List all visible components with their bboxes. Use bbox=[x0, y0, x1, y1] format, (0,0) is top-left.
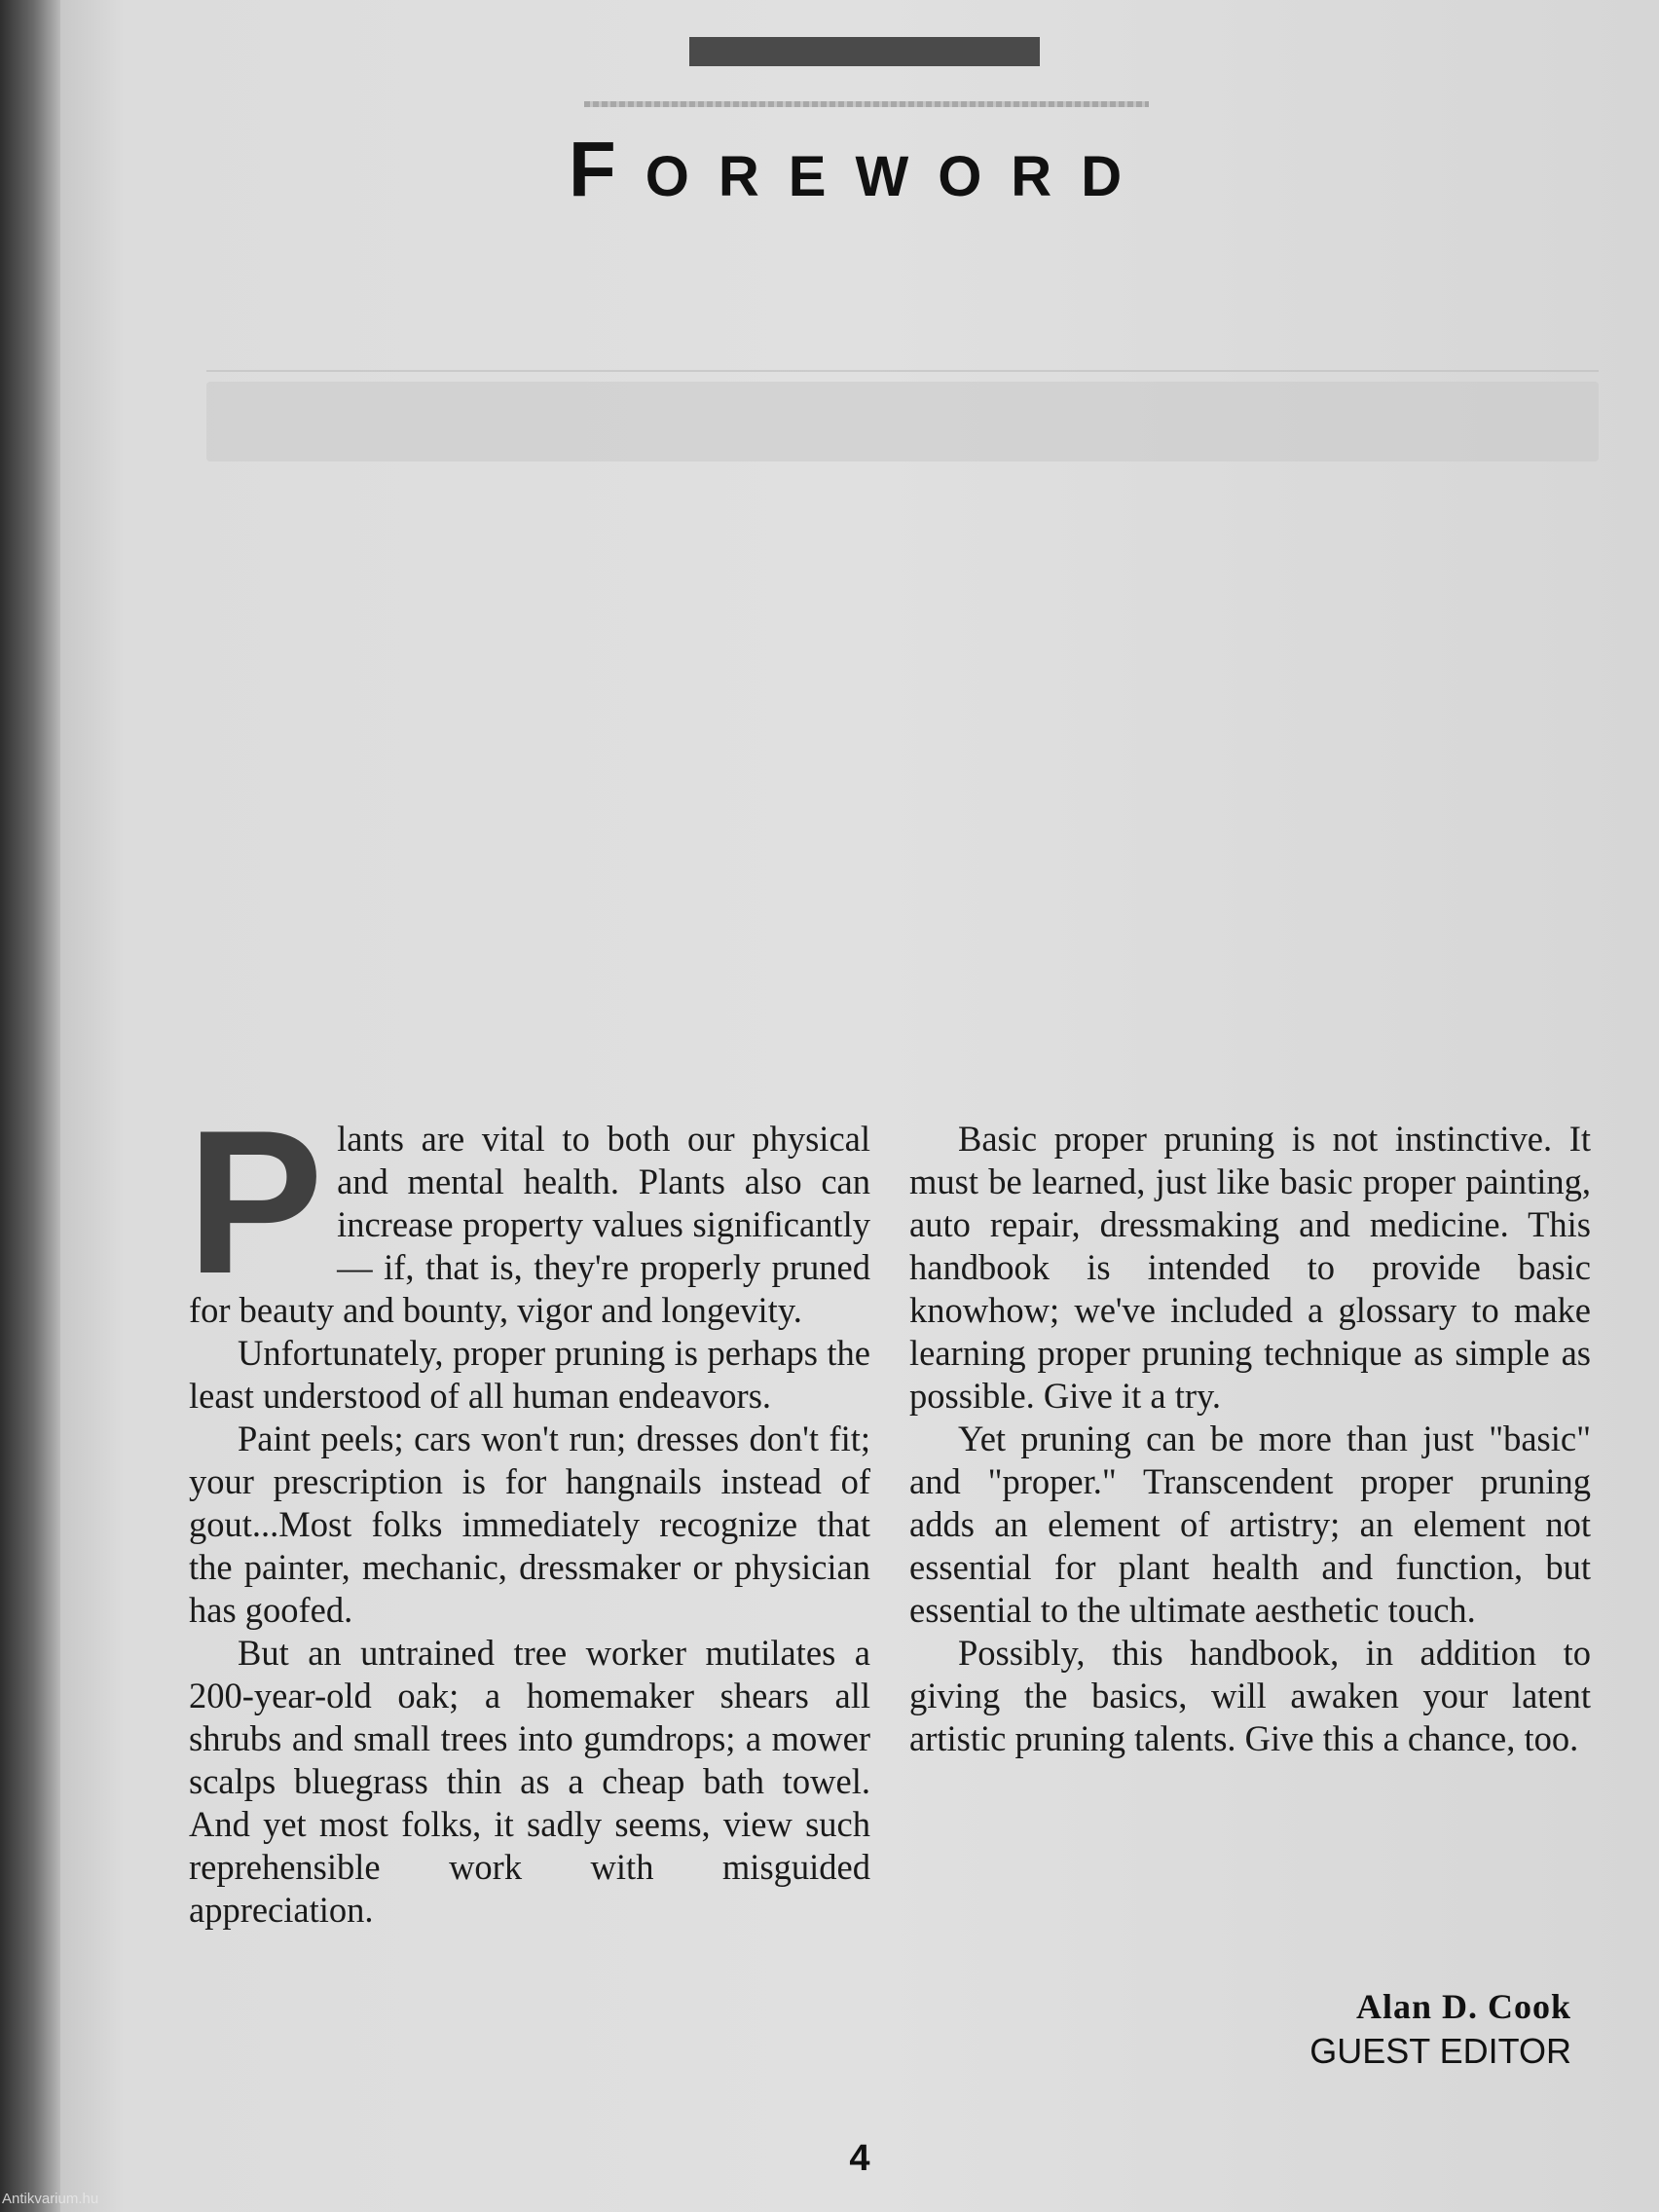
paragraph: Yet pruning can be more than just "basic" and "proper." Transcendent proper pruning adds an element of artistry; an element not essential for plant health and function, but essential to the ultimate aesthetic touch. bbox=[909, 1419, 1591, 1630]
paragraph: Unfortunately, proper pruning is perhaps the least understood of all human endeavors. bbox=[189, 1333, 870, 1416]
book-spine-shadow bbox=[0, 0, 60, 2212]
watermark: Antikvarium.hu bbox=[2, 2191, 99, 2207]
paragraph: But an untrained tree worker mutilates a 200-year-old oak; a homemaker shears all shrubs and small trees into gumdrops; a mower scalps bluegrass thin as a cheap bath towel. And yet most folks, it sadly seems, view such reprehensible work with misguided appreciation. bbox=[189, 1633, 870, 1930]
book-page bbox=[60, 0, 1659, 2212]
paragraph-text: lants are vital to both our physical and mental health. Plants also can increase property values significantly — if, that is, they're properly pruned for beauty and bounty, vigor and longevity. bbox=[189, 1119, 870, 1330]
paragraph: Possibly, this handbook, in addition to giving the basics, will awaken your latent artistic pruning talents. Give this a chance, too. bbox=[909, 1633, 1591, 1758]
header-bar bbox=[689, 37, 1040, 66]
paragraph: Paint peels; cars won't run; dresses don't fit; your prescription is for hangnails instead of gout...Most folks immediately recognize that the painter, mechanic, dressmaker or physician has goofed. bbox=[189, 1419, 870, 1630]
show-through-banner bbox=[206, 382, 1599, 461]
page-number: 4 bbox=[849, 2138, 870, 2179]
title-rest: OREWORD bbox=[645, 145, 1152, 208]
right-column bbox=[909, 1118, 1591, 1760]
show-through-rule bbox=[206, 370, 1599, 372]
title-initial: F bbox=[568, 126, 645, 212]
paragraph: Basic proper pruning is not instinctive. It must be learned, just like basic proper painting, auto repair, dressmaking and medicine. This handbook is intended to provide basic knowhow; we've included a glossary to make learning proper pruning technique as simple as possible. Give it a try. bbox=[909, 1119, 1591, 1416]
drop-cap: P bbox=[187, 1088, 324, 1316]
paragraph bbox=[187, 1088, 870, 1332]
header-rule bbox=[584, 101, 1149, 107]
left-column bbox=[187, 1088, 870, 1932]
signature-block bbox=[1309, 1984, 1571, 2074]
page-title bbox=[60, 125, 1659, 214]
author-title: GUEST EDITOR bbox=[1309, 2031, 1571, 2071]
author-name: Alan D. Cook bbox=[1355, 1987, 1571, 2026]
